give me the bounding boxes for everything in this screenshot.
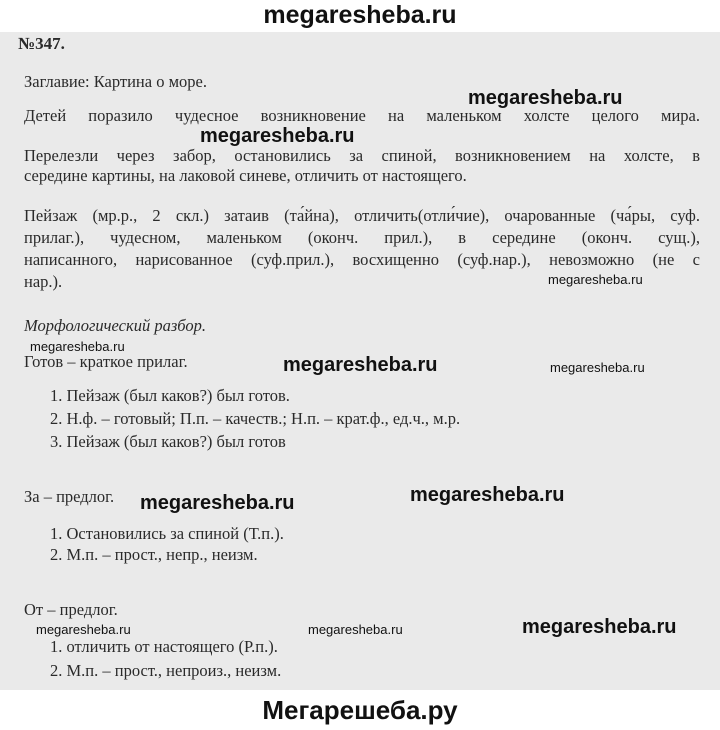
watermark: megaresheba.ru [522, 616, 677, 638]
watermark-small: megaresheba.ru [30, 339, 125, 354]
site-header: megaresheba.ru [0, 0, 720, 32]
morph-heading: Морфологический разбор. [24, 316, 206, 335]
gotov-item-1: 1. Пейзаж (был каков?) был готов. [50, 386, 290, 405]
watermark: megaresheba.ru [140, 492, 295, 514]
watermark: megaresheba.ru [468, 87, 623, 109]
textbook-page [0, 32, 720, 690]
title-line: Заглавие: Картина о море. [24, 72, 207, 91]
gotov-item-2: 2. Н.ф. – готовый; П.п. – качеств.; Н.п. – крат.ф., ед.ч., м.р. [50, 409, 461, 428]
sentence-1: Детей поразило чудесное возникновение на маленьком холсте целого мира. [24, 106, 700, 125]
sentence-2-line-2: середине картины, на лаковой синеве, отличить от настоящего. [24, 166, 467, 185]
watermark-small: megaresheba.ru [308, 622, 403, 637]
sentence-2-line-1: Перелезли через забор, остановились за спиной, возникновением на холсте, в [24, 146, 700, 165]
analysis-line-2: прилаг.), чудесном, маленьком (оконч. прил.), в середине (оконч. сущ.), [24, 228, 700, 247]
watermark-small: megaresheba.ru [36, 622, 131, 637]
watermark-small: megaresheba.ru [550, 360, 645, 375]
ot-item-2: 2. М.п. – прост., непроиз., неизм. [50, 661, 282, 680]
task-number: №347. [18, 34, 65, 53]
site-footer: Мегарешеба.ру [0, 690, 720, 730]
za-item-1: 1. Остановились за спиной (Т.п.). [50, 524, 284, 543]
gotov-item-3: 3. Пейзаж (был каков?) был готов [50, 432, 286, 451]
ot-title: От – предлог. [24, 600, 118, 619]
analysis-line-3: написанного, нарисованное (суф.прил.), восхищенно (суф.нар.), невозможно (не с [24, 250, 700, 269]
za-item-2: 2. М.п. – прост., непр., неизм. [50, 545, 258, 564]
za-title: За – предлог. [24, 487, 115, 506]
watermark: megaresheba.ru [410, 484, 565, 506]
watermark: megaresheba.ru [200, 125, 355, 147]
gotov-title: Готов – краткое прилаг. [24, 352, 188, 371]
watermark: megaresheba.ru [283, 354, 438, 376]
ot-item-1: 1. отличить от настоящего (Р.п.). [50, 637, 278, 656]
analysis-line-4: нар.). [24, 272, 63, 291]
analysis-line-1: Пейзаж (мр.р., 2 скл.) затаив (та́йна), отличить(отли́чие), очарованные (ча́ры, суф. [24, 206, 700, 225]
watermark-small: megaresheba.ru [548, 272, 643, 287]
